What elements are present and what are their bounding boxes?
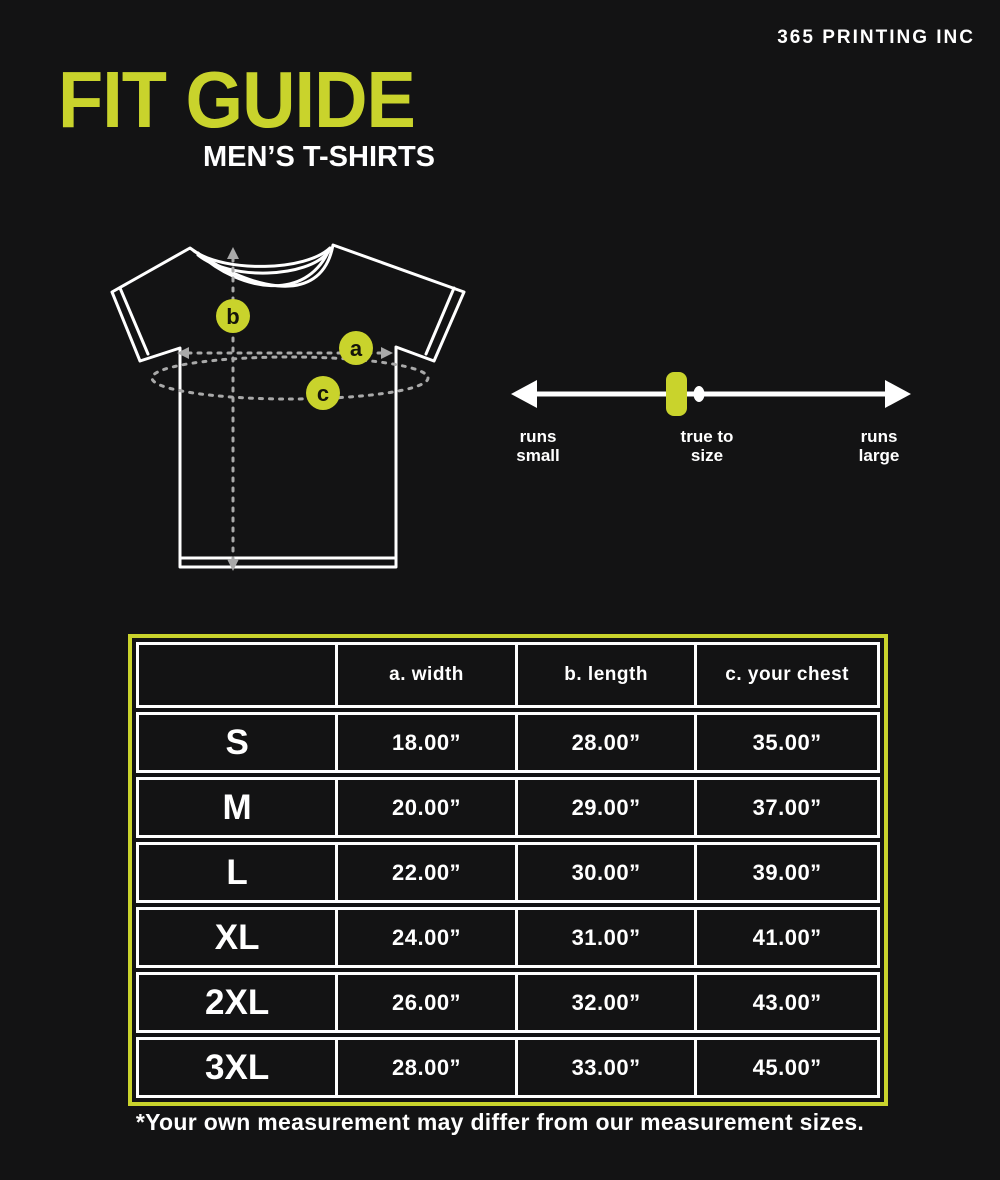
width-value: 24.00”: [338, 910, 518, 965]
scale-label-runs-small: runs small: [516, 427, 560, 465]
marker-c: [306, 376, 340, 410]
header-cell-size: [139, 645, 338, 705]
size-label: M: [139, 780, 338, 835]
size-label: 3XL: [139, 1040, 338, 1095]
chest-value: 41.00”: [752, 924, 822, 950]
chest-value: 39.00”: [752, 859, 822, 885]
marker-a-letter: a: [349, 336, 363, 361]
page-subtitle: MEN’S T-SHIRTS: [202, 141, 435, 173]
length-value: 29.00”: [518, 780, 698, 835]
length-value: 30.00”: [518, 845, 698, 900]
scale-arrow-icon: [511, 380, 911, 408]
table-row-xl: [136, 907, 880, 968]
width-value: 26.00”: [338, 975, 518, 1030]
size-label: 2XL: [139, 975, 338, 1030]
marker-c-letter: c: [316, 381, 330, 406]
scale-dot-icon: [694, 386, 705, 402]
table-row-l: [136, 842, 880, 903]
chest-value: 37.00”: [752, 794, 822, 820]
scale-label-true-to-size: true to size: [680, 427, 734, 465]
size-label: S: [139, 715, 338, 770]
marker-b-letter: b: [226, 304, 240, 329]
size-table-header-row: [136, 642, 880, 708]
length-value: 28.00”: [518, 715, 698, 770]
chest-measure-ellipse: [152, 357, 428, 399]
tshirt-outline-icon: [112, 245, 464, 567]
tshirt-diagram-svg: [106, 240, 468, 576]
fit-scale: [505, 366, 917, 476]
table-row-m: [136, 777, 880, 838]
scale-label-runs-large: runs large: [858, 427, 900, 465]
brand-name: 365 PRINTING INC: [777, 27, 975, 48]
marker-b: [216, 299, 250, 333]
length-value: 33.00”: [518, 1040, 698, 1095]
length-value: 32.00”: [518, 975, 698, 1030]
marker-a: [339, 331, 373, 365]
table-row-s: [136, 712, 880, 773]
chest-value: 45.00”: [752, 1054, 822, 1080]
table-row-2xl: [136, 972, 880, 1033]
header-cell-width: a. width: [338, 645, 518, 705]
width-value: 22.00”: [338, 845, 518, 900]
chest-value: 43.00”: [752, 989, 822, 1015]
chest-value: 35.00”: [752, 729, 822, 755]
size-label: XL: [139, 910, 338, 965]
width-value: 20.00”: [338, 780, 518, 835]
scale-slider: [666, 372, 687, 416]
table-row-3xl: [136, 1037, 880, 1098]
measurement-disclaimer: *Your own measurement may differ from our measurement sizes.: [135, 1109, 865, 1135]
length-measure-line: [227, 247, 239, 571]
tshirt-diagram: [106, 240, 468, 576]
page-title: FIT GUIDE: [58, 54, 415, 145]
header-cell-chest: c. your chest: [725, 664, 850, 685]
size-label: L: [139, 845, 338, 900]
width-value: 28.00”: [338, 1040, 518, 1095]
header-cell-length: b. length: [518, 645, 698, 705]
fit-scale-svg: [505, 366, 917, 424]
size-table: [128, 634, 888, 1106]
length-value: 31.00”: [518, 910, 698, 965]
width-value: 18.00”: [338, 715, 518, 770]
